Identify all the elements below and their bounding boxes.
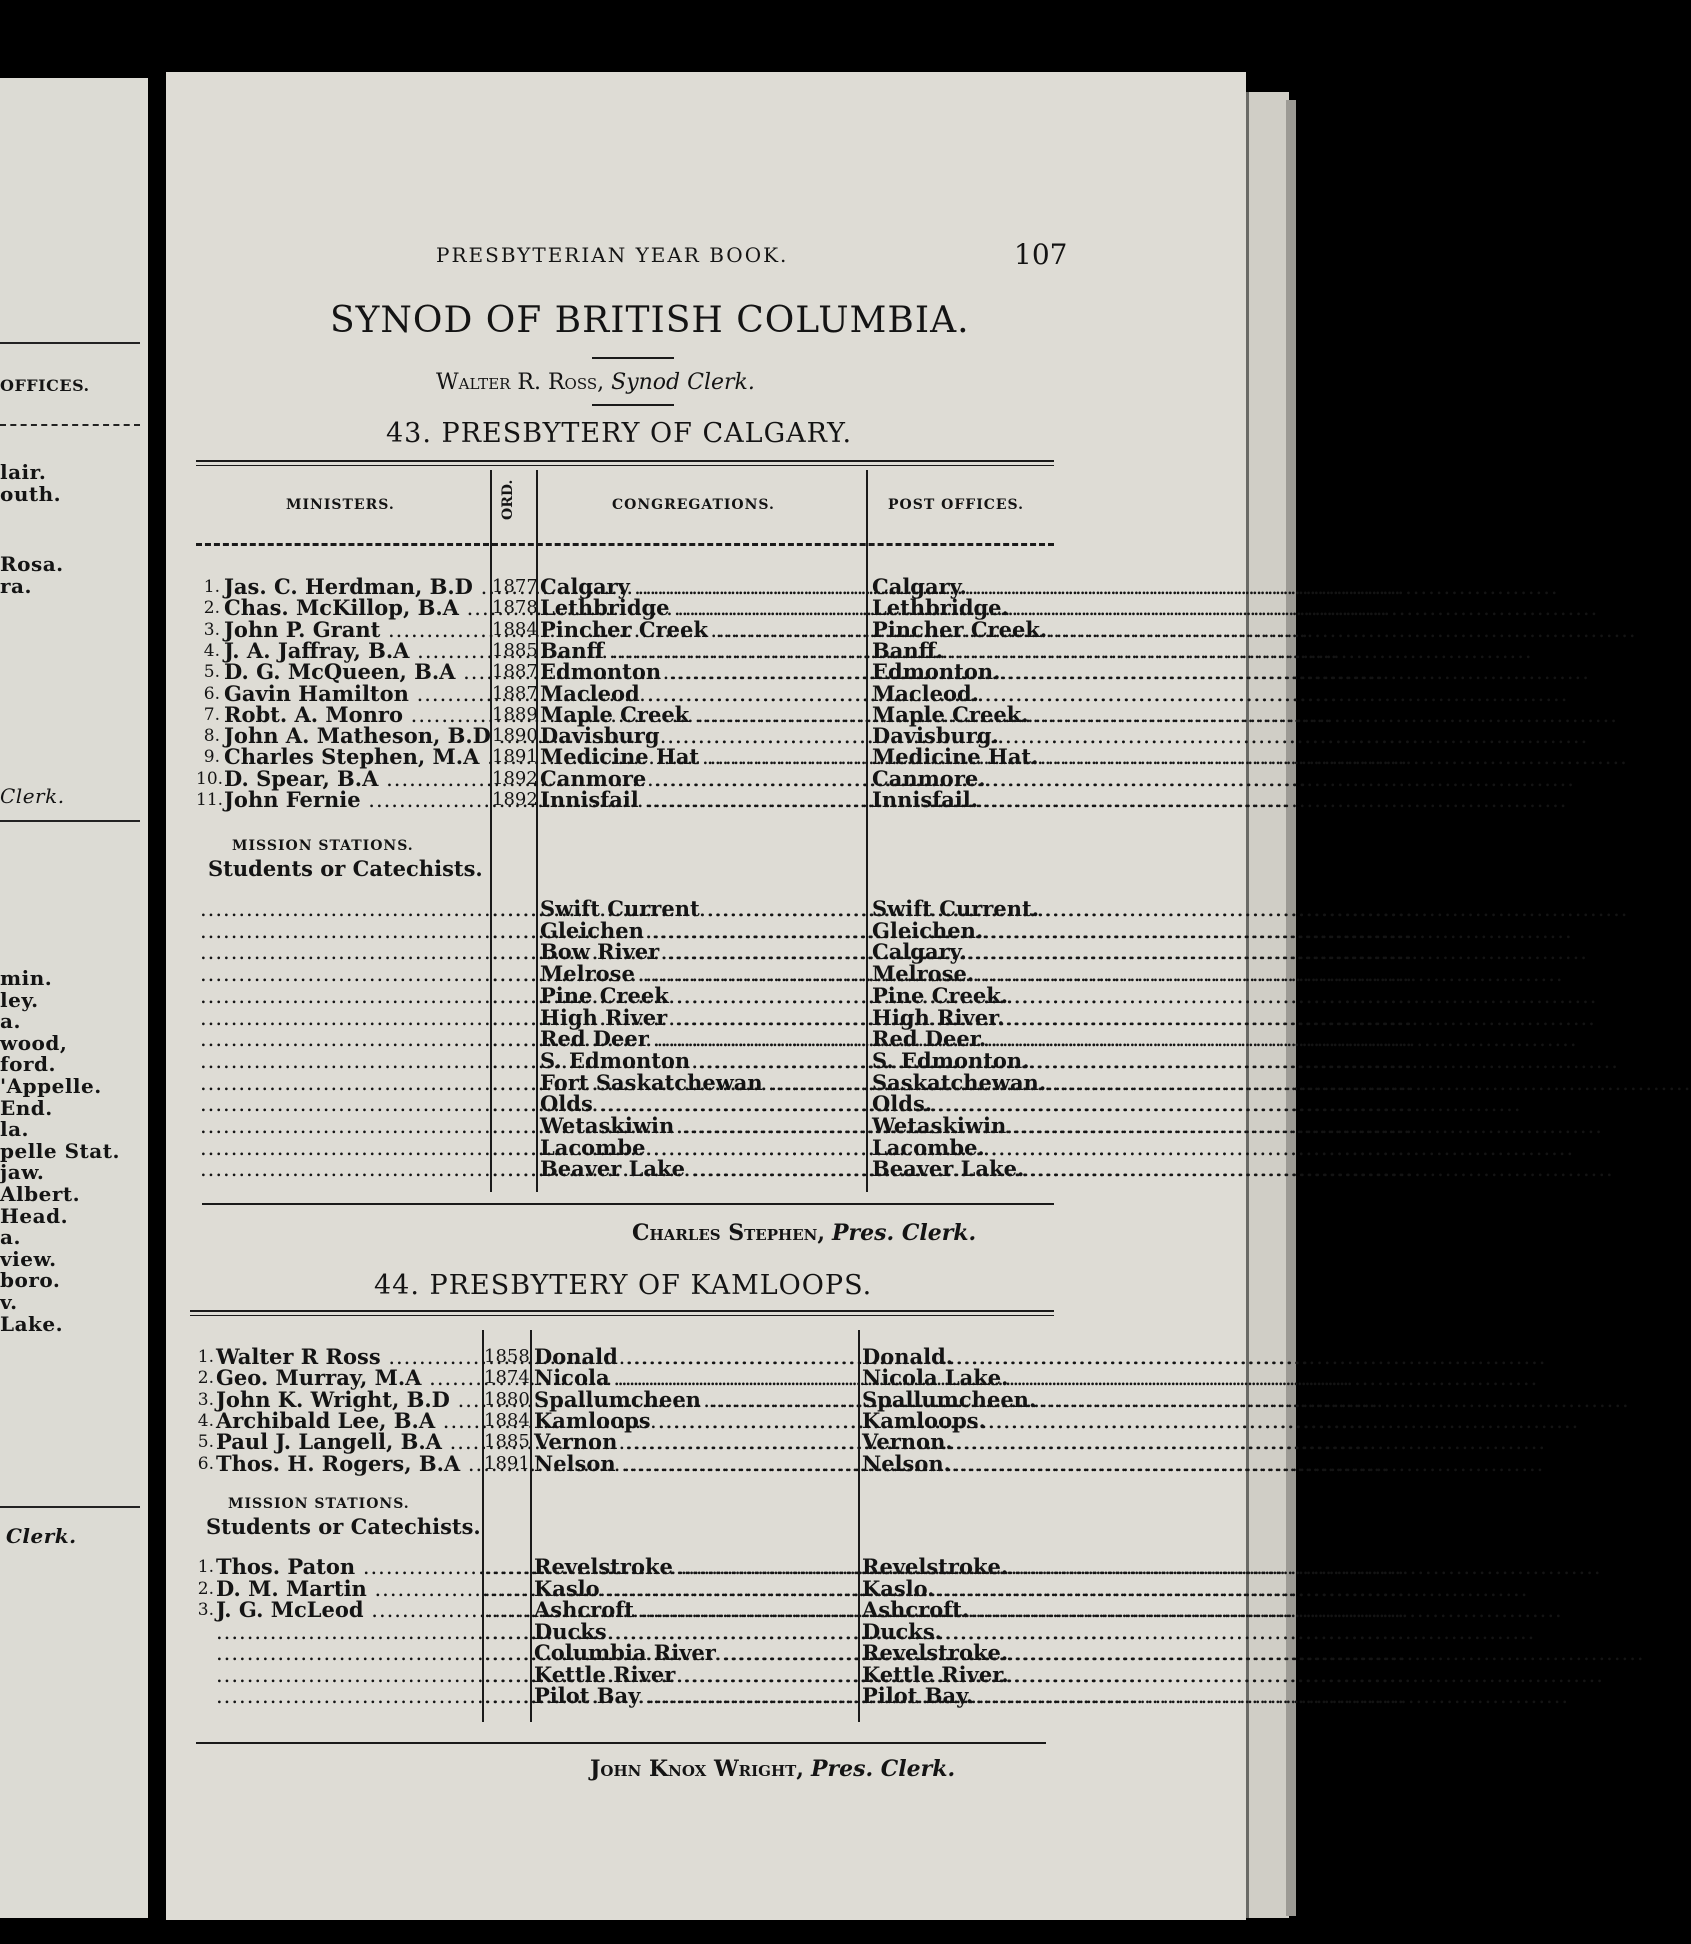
left-clerk: Clerk. bbox=[0, 784, 65, 808]
ord-blank bbox=[492, 941, 534, 963]
congregation: Spallumcheen ..... bbox=[534, 1389, 854, 1411]
post-office: Nelson. bbox=[862, 1450, 951, 1476]
congregation: Fort Saskatchewan ..... bbox=[540, 1072, 862, 1094]
calgary-mission-heading: MISSION STATIONS. bbox=[232, 838, 414, 854]
left-text-line: End. bbox=[0, 1095, 53, 1120]
post-office: Revelstroke. bbox=[862, 1640, 1009, 1665]
ord-year: 1892 bbox=[492, 789, 538, 810]
post-office: High River. bbox=[872, 1004, 1005, 1030]
row-number: 4. bbox=[197, 1410, 214, 1431]
post-office: Revelstroke. bbox=[862, 1554, 1009, 1579]
ord-year: 1889 bbox=[492, 703, 538, 725]
post-office: Kaslo. bbox=[862, 1575, 935, 1601]
post-office: Spallumcheen. bbox=[862, 1386, 1037, 1412]
post-office: Pine Creek. bbox=[872, 982, 1009, 1008]
table-row bbox=[0, 1093, 1100, 1115]
post-office: Macleod. bbox=[872, 680, 979, 706]
left-rule bbox=[0, 1506, 140, 1508]
post-office: Swift Current. bbox=[872, 896, 1040, 921]
row-number: 2. bbox=[197, 1368, 214, 1389]
section-end-rule bbox=[196, 1742, 1046, 1744]
ord-blank bbox=[492, 985, 534, 1007]
row-number: 6. bbox=[197, 1453, 214, 1474]
minister-name bbox=[200, 898, 488, 920]
minister-name bbox=[200, 1007, 488, 1029]
row-number: 5. bbox=[197, 1432, 214, 1453]
minister-name bbox=[216, 1685, 480, 1707]
ord-year: 1885 bbox=[492, 639, 538, 661]
kamloops-clerk-name: John Knox Wright, bbox=[590, 1756, 804, 1782]
congregation: Pilot Bay ..... bbox=[534, 1685, 854, 1707]
row-number: 4. bbox=[203, 640, 220, 661]
left-text-line: Head. bbox=[0, 1203, 69, 1228]
table-row bbox=[0, 982, 1100, 1008]
ord-blank bbox=[492, 898, 534, 920]
congregation: Nicola ..... bbox=[534, 1367, 854, 1389]
row-number: 2. bbox=[203, 598, 220, 619]
table-row bbox=[0, 789, 1100, 811]
row-number: 2. bbox=[197, 1578, 214, 1599]
short-rule bbox=[592, 357, 674, 359]
congregation: Kettle River ..... bbox=[534, 1664, 854, 1686]
congregation: Macleod ..... bbox=[540, 683, 862, 705]
minister-name bbox=[200, 963, 488, 985]
congregation: Nelson ..... bbox=[534, 1453, 854, 1475]
ord-year: 1887 bbox=[492, 682, 538, 704]
ord-blank bbox=[492, 1050, 534, 1072]
table-row bbox=[0, 963, 1100, 985]
ord-year: 1884 bbox=[484, 1409, 530, 1431]
minister-name bbox=[216, 1664, 480, 1686]
post-office: Pincher Creek. bbox=[872, 616, 1048, 642]
synod-clerk-name: Walter R. Ross, bbox=[436, 370, 605, 395]
kamloops-mission-heading: MISSION STATIONS. bbox=[228, 1496, 410, 1512]
left-text-line: la. bbox=[0, 1117, 30, 1142]
minister-name bbox=[200, 1115, 488, 1137]
minister-name bbox=[216, 1642, 480, 1664]
row-number: 8. bbox=[203, 726, 220, 747]
table-row bbox=[0, 941, 1100, 963]
left-text-line: outh. bbox=[0, 482, 62, 506]
congregation: Swift Current ..... bbox=[540, 898, 862, 920]
post-office: Pilot Bay. bbox=[862, 1683, 974, 1708]
minister-name: Geo. Murray, M.A ..... bbox=[216, 1367, 480, 1389]
row-number: 1. bbox=[203, 577, 220, 597]
congregation: Wetaskiwin ..... bbox=[540, 1115, 862, 1137]
row-number: 3. bbox=[197, 1600, 214, 1620]
congregation: Beaver Lake ..... bbox=[540, 1158, 862, 1180]
congregation: Pincher Creek ..... bbox=[540, 619, 862, 641]
minister-name: Robt. A. Monro ..... bbox=[224, 704, 488, 726]
short-rule bbox=[592, 404, 674, 406]
congregation: Melrose ..... bbox=[540, 963, 862, 985]
post-office: Red Deer. bbox=[872, 1026, 987, 1052]
row-number: 1. bbox=[197, 1557, 214, 1577]
congregation: Bow River ..... bbox=[540, 941, 862, 963]
minister-name bbox=[200, 1137, 488, 1159]
left-text-line: ra. bbox=[0, 574, 32, 598]
ord-blank bbox=[492, 1072, 534, 1094]
minister-name: Archibald Lee, B.A ..... bbox=[216, 1410, 480, 1432]
row-number: 3. bbox=[203, 619, 220, 640]
ord-blank bbox=[484, 1642, 526, 1664]
header-ord: ORD. bbox=[500, 479, 516, 520]
ord-blank bbox=[484, 1578, 526, 1600]
ord-year: 1877 bbox=[492, 576, 538, 597]
row-number: 10. bbox=[196, 768, 224, 789]
header-ministers: MINISTERS. bbox=[286, 497, 395, 513]
congregation: S. Edmonton ..... bbox=[540, 1050, 862, 1072]
ord-year: 1892 bbox=[492, 767, 538, 789]
ord-blank bbox=[492, 1007, 534, 1029]
ord-year: 1891 bbox=[492, 746, 538, 768]
table-row bbox=[0, 1556, 1100, 1578]
table-row bbox=[0, 1599, 1100, 1621]
post-office: Olds. bbox=[872, 1091, 933, 1117]
table-top-rule bbox=[190, 1310, 1054, 1316]
table-row bbox=[0, 1642, 1100, 1664]
ord-blank bbox=[492, 1028, 534, 1050]
post-office: Donald. bbox=[862, 1344, 954, 1369]
minister-name: Thos. Paton ..... bbox=[216, 1556, 480, 1578]
post-office: Ducks. bbox=[862, 1618, 942, 1644]
ord-year: 1878 bbox=[492, 597, 538, 619]
post-office: Calgary. bbox=[872, 574, 967, 599]
table-top-rule bbox=[196, 460, 1054, 466]
table-row bbox=[0, 1134, 1100, 1160]
congregation: Donald ..... bbox=[534, 1346, 854, 1368]
calgary-clerk-role: Pres. Clerk. bbox=[832, 1220, 977, 1246]
congregation: Olds ..... bbox=[540, 1093, 862, 1115]
congregation: Davisburg ..... bbox=[540, 725, 862, 747]
kamloops-title: 44. PRESBYTERY OF KAMLOOPS. bbox=[374, 1270, 873, 1301]
congregation: Kaslo ..... bbox=[534, 1578, 854, 1600]
ord-year: 1885 bbox=[484, 1431, 530, 1453]
congregation: Ashcroft ..... bbox=[534, 1599, 854, 1621]
minister-name: Chas. McKillop, B.A ..... bbox=[224, 597, 488, 619]
congregation: High River ..... bbox=[540, 1007, 862, 1029]
post-office: Vernon. bbox=[862, 1429, 953, 1455]
minister-name bbox=[200, 941, 488, 963]
row-number: 5. bbox=[203, 662, 220, 683]
ord-year: 1858 bbox=[484, 1346, 530, 1367]
left-text-line: Albert. bbox=[0, 1182, 81, 1206]
table-row bbox=[0, 898, 1100, 920]
post-office: Canmore. bbox=[872, 765, 986, 791]
post-office: Gleichen. bbox=[872, 917, 984, 943]
row-number: 3. bbox=[197, 1389, 214, 1410]
minister-name bbox=[200, 1158, 488, 1180]
left-text-line: a. bbox=[0, 1009, 21, 1034]
ord-blank bbox=[484, 1685, 526, 1707]
row-number: 9. bbox=[203, 747, 220, 768]
table-row bbox=[0, 1367, 1100, 1389]
left-clerk: Clerk. bbox=[6, 1524, 77, 1548]
congregation: Revelstroke ..... bbox=[534, 1556, 854, 1578]
table-row bbox=[0, 1115, 1100, 1137]
header-post-offices: POST OFFICES. bbox=[888, 497, 1025, 513]
congregation: Columbia River ..... bbox=[534, 1642, 854, 1664]
left-text-line: Rosa. bbox=[0, 552, 64, 576]
synod-clerk-role: Synod Clerk. bbox=[611, 370, 755, 395]
congregation: Maple Creek ..... bbox=[540, 704, 862, 726]
left-text-line: min. bbox=[0, 966, 53, 990]
left-rule bbox=[0, 820, 140, 822]
left-text-line: Lake. bbox=[0, 1311, 64, 1336]
table-row bbox=[0, 917, 1100, 943]
left-rule bbox=[0, 342, 140, 344]
congregation: Kamloops ..... bbox=[534, 1410, 854, 1432]
post-office: Lethbridge. bbox=[872, 595, 1009, 621]
post-office: Lacombe. bbox=[872, 1134, 985, 1160]
minister-name: John K. Wright, B.D ..... bbox=[216, 1389, 480, 1411]
ord-blank bbox=[492, 1115, 534, 1137]
table-row bbox=[0, 1450, 1100, 1476]
minister-name: Walter R Ross ..... bbox=[216, 1346, 480, 1368]
calgary-title: 43. PRESBYTERY OF CALGARY. bbox=[386, 418, 853, 449]
post-office: Melrose. bbox=[872, 961, 975, 987]
minister-name: Gavin Hamilton ..... bbox=[224, 683, 488, 705]
congregation: Ducks ..... bbox=[534, 1621, 854, 1643]
kamloops-mission-sub: Students or Catechists. bbox=[206, 1514, 481, 1539]
row-number: 1. bbox=[197, 1347, 214, 1367]
left-rule bbox=[0, 424, 140, 426]
left-text-line: lair. bbox=[0, 460, 47, 484]
calgary-clerk-name: Charles Stephen, bbox=[632, 1220, 825, 1246]
minister-name: Charles Stephen, M.A ..... bbox=[224, 746, 488, 768]
calgary-clerk bbox=[632, 1220, 976, 1246]
left-heading: OFFICES. bbox=[0, 376, 90, 395]
ord-year: 1891 bbox=[484, 1452, 530, 1474]
ord-year: 1874 bbox=[484, 1367, 530, 1389]
post-office: Medicine Hat. bbox=[872, 744, 1039, 770]
minister-name: D. G. McQueen, B.A ..... bbox=[224, 661, 488, 683]
left-text-line: wood, bbox=[0, 1030, 68, 1055]
minister-name bbox=[200, 1028, 488, 1050]
row-number: 6. bbox=[203, 683, 220, 704]
ord-year: 1884 bbox=[492, 618, 538, 640]
minister-name: Paul J. Langell, B.A ..... bbox=[216, 1431, 480, 1453]
post-office: Nicola Lake. bbox=[862, 1365, 1009, 1391]
table-row bbox=[0, 1685, 1100, 1707]
congregation: Vernon ..... bbox=[534, 1431, 854, 1453]
page-number: 107 bbox=[1014, 238, 1068, 271]
table-row bbox=[0, 1004, 1100, 1030]
left-text-line: view. bbox=[0, 1246, 57, 1271]
minister-name: John A. Matheson, B.D ..... bbox=[224, 725, 488, 747]
minister-name: J. G. McLeod ..... bbox=[216, 1599, 480, 1621]
minister-name bbox=[200, 920, 488, 942]
kamloops-clerk bbox=[590, 1756, 955, 1782]
minister-name bbox=[200, 1050, 488, 1072]
post-office: Ashcroft. bbox=[862, 1597, 970, 1622]
table-row bbox=[0, 1069, 1100, 1095]
congregation: Lethbridge ..... bbox=[540, 597, 862, 619]
calgary-mission-sub: Students or Catechists. bbox=[208, 856, 483, 881]
ord-year: 1887 bbox=[492, 661, 538, 683]
minister-name bbox=[200, 1072, 488, 1094]
post-office: Calgary. bbox=[872, 939, 967, 965]
congregation: Medicine Hat ..... bbox=[540, 746, 862, 768]
minister-name bbox=[200, 985, 488, 1007]
post-office: S. Edmonton. bbox=[872, 1047, 1030, 1073]
ord-blank bbox=[492, 1137, 534, 1159]
ord-blank bbox=[484, 1621, 526, 1643]
ord-blank bbox=[484, 1556, 526, 1578]
ord-year: 1890 bbox=[492, 725, 538, 747]
congregation: Gleichen ..... bbox=[540, 920, 862, 942]
post-office: Saskatchewan. bbox=[872, 1069, 1047, 1095]
ord-blank bbox=[492, 963, 534, 985]
minister-name bbox=[200, 1093, 488, 1115]
left-text-line: boro. bbox=[0, 1268, 61, 1293]
congregation: Innisfail ..... bbox=[540, 789, 862, 811]
minister-name: Thos. H. Rogers, B.A ..... bbox=[216, 1453, 480, 1475]
ord-blank bbox=[484, 1599, 526, 1621]
minister-name: D. Spear, B.A ..... bbox=[224, 768, 488, 790]
left-text-line: v. bbox=[0, 1290, 18, 1314]
section-end-rule bbox=[202, 1203, 1054, 1205]
row-number: 11. bbox=[196, 790, 224, 810]
kamloops-clerk-role: Pres. Clerk. bbox=[810, 1756, 956, 1782]
ord-blank bbox=[484, 1664, 526, 1686]
congregation: Pine Creek ..... bbox=[540, 985, 862, 1007]
ord-blank bbox=[492, 1158, 534, 1180]
post-office: Beaver Lake. bbox=[872, 1156, 1025, 1182]
post-office: Wetaskiwin bbox=[872, 1113, 1007, 1138]
congregation: Canmore ..... bbox=[540, 768, 862, 790]
minister-name: D. M. Martin ..... bbox=[216, 1578, 480, 1600]
synod-clerk bbox=[436, 370, 755, 395]
post-office: Edmonton. bbox=[872, 659, 1001, 685]
left-text-line: pelle Stat. bbox=[0, 1138, 120, 1163]
ord-year: 1880 bbox=[484, 1388, 530, 1410]
header-dash-rule bbox=[196, 543, 1054, 546]
table-row bbox=[0, 1158, 1100, 1180]
row-number: 7. bbox=[203, 704, 220, 725]
table-row bbox=[0, 597, 1100, 619]
congregation: Red Deer ..... bbox=[540, 1028, 862, 1050]
left-text-line: a. bbox=[0, 1225, 21, 1250]
table-row bbox=[0, 1431, 1100, 1453]
post-office: Innisfail. bbox=[872, 787, 979, 812]
table-row bbox=[0, 661, 1100, 683]
minister-name: J. A. Jaffray, B.A ..... bbox=[224, 640, 488, 662]
running-head: PRESBYTERIAN YEAR BOOK. bbox=[436, 243, 789, 267]
ord-blank bbox=[492, 1093, 534, 1115]
table-row bbox=[0, 1047, 1100, 1073]
minister-name bbox=[216, 1621, 480, 1643]
congregation: Edmonton ..... bbox=[540, 661, 862, 683]
post-office: Kamloops. bbox=[862, 1407, 986, 1433]
ord-blank bbox=[492, 920, 534, 942]
left-text-line: ley. bbox=[0, 987, 39, 1012]
left-text-line: 'Appelle. bbox=[0, 1074, 102, 1098]
post-office: Maple Creek. bbox=[872, 701, 1029, 727]
congregation: Calgary ..... bbox=[540, 576, 862, 598]
header-congregations: CONGREGATIONS. bbox=[612, 497, 775, 513]
left-text-line: ford. bbox=[0, 1052, 56, 1077]
congregation: Banff ..... bbox=[540, 640, 862, 662]
post-office: Banff. bbox=[872, 637, 944, 663]
post-office: Kettle River. bbox=[862, 1661, 1009, 1687]
minister-name: John P. Grant ..... bbox=[224, 619, 488, 641]
post-office: Davisburg. bbox=[872, 723, 999, 749]
left-text-line: jaw. bbox=[0, 1160, 45, 1185]
table-row bbox=[0, 1028, 1100, 1050]
congregation: Lacombe ..... bbox=[540, 1137, 862, 1159]
synod-title: SYNOD OF BRITISH COLUMBIA. bbox=[330, 300, 970, 341]
minister-name: Jas. C. Herdman, B.D ..... bbox=[224, 576, 488, 598]
minister-name: John Fernie ..... bbox=[224, 789, 488, 811]
